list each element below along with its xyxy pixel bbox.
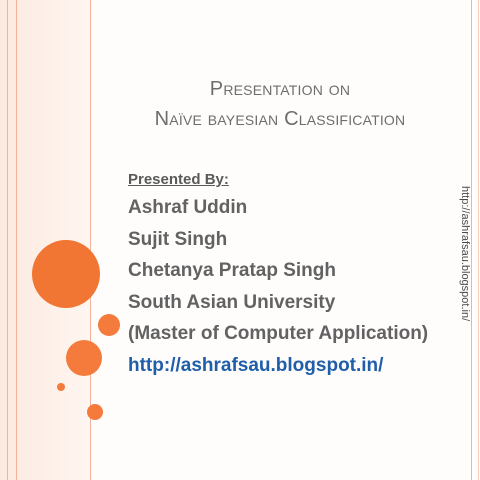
title-line-1: Presentation on: [209, 78, 351, 100]
decorative-line: [471, 0, 472, 480]
presenter-name: Sujit Singh: [128, 228, 228, 250]
decorative-line: [478, 0, 479, 480]
program-name: (Master of Computer Application): [128, 323, 429, 344]
left-decorative-band: [0, 0, 90, 480]
presenter-name: Chetanya Pratap Singh: [128, 260, 336, 281]
presenter-name: Ashraf Uddin: [128, 197, 248, 218]
slide-title: [92, 74, 468, 134]
title-line-2: Naïve bayesian Classification: [154, 108, 406, 130]
decorative-line: [7, 0, 8, 480]
decorative-circle-medium: [66, 340, 102, 376]
presented-by-label: Presented By:: [128, 171, 229, 188]
slide-content: [128, 168, 458, 381]
decorative-line: [16, 0, 17, 480]
decorative-circle-small: [87, 404, 103, 420]
blog-link[interactable]: http://ashrafsau.blogspot.in/: [128, 354, 384, 376]
decorative-circle-small: [98, 314, 120, 336]
decorative-circle-tiny: [57, 383, 65, 391]
university-name: South Asian University: [128, 291, 336, 313]
side-watermark-url: http://ashrafsau.blogspot.in/: [459, 186, 471, 322]
decorative-circle-large: [32, 240, 100, 308]
